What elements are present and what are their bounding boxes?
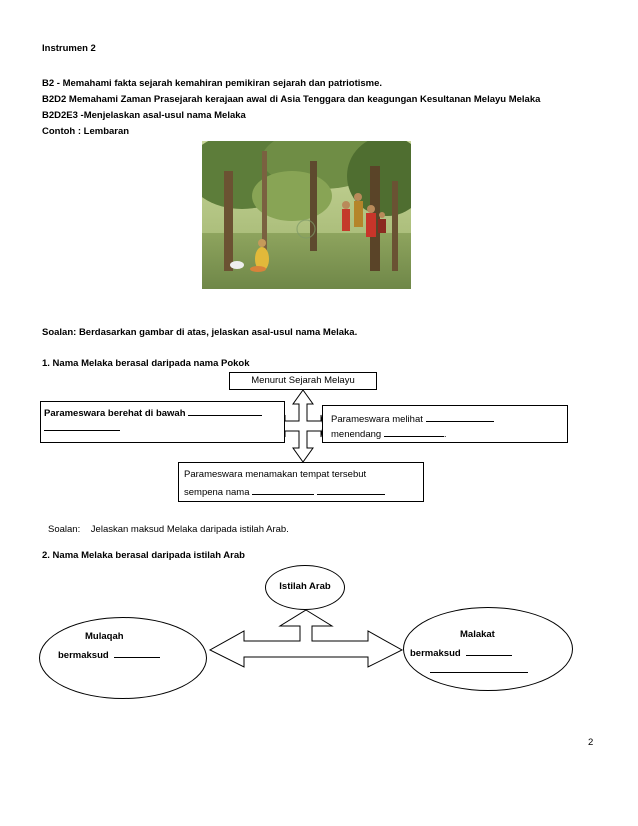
mulaqah-line: bermaksud bbox=[58, 648, 160, 662]
istilah-arab-label: Istilah Arab bbox=[279, 581, 331, 592]
contoh-label: Contoh : Lembaran bbox=[42, 126, 130, 137]
pokok-box bbox=[40, 401, 285, 443]
pokok-blank bbox=[188, 406, 262, 416]
pokok-blank-2 bbox=[44, 430, 120, 431]
soalan-2: Soalan: Jelaskan maksud Melaka daripada istilah Arab. bbox=[48, 524, 289, 535]
instrumen-label: Instrumen 2 bbox=[42, 43, 96, 54]
menamakan-line-1: Parameswara menamakan tempat tersebut bbox=[184, 469, 367, 480]
malakat-blank bbox=[466, 646, 512, 656]
mulaqah-title: Mulaqah bbox=[85, 631, 124, 642]
forest-scene-image bbox=[202, 141, 411, 289]
menurut-sejarah-melayu-label: Menurut Sejarah Melayu bbox=[251, 375, 355, 386]
melihat-blank bbox=[426, 412, 494, 422]
nama-blank-1 bbox=[252, 485, 314, 495]
malakat-line: bermaksud bbox=[410, 646, 512, 660]
malakat-title: Malakat bbox=[460, 629, 495, 640]
standard-b2d2e3: B2D2E3 -Menjelaskan asal-usul nama Melaka bbox=[42, 110, 246, 121]
mulaqah-ellipse bbox=[39, 617, 207, 699]
melihat-box bbox=[322, 405, 568, 443]
menamakan-line-2: sempena nama bbox=[184, 485, 385, 499]
standard-b2: B2 - Memahami fakta sejarah kemahiran pemikiran sejarah dan patriotisme. bbox=[42, 78, 383, 89]
istilah-arab-ellipse bbox=[265, 565, 345, 610]
soalan-1: Soalan: Berdasarkan gambar di atas, jelaskan asal-usul nama Melaka. bbox=[42, 327, 358, 338]
malakat-blank-2 bbox=[430, 672, 528, 673]
menamakan-box bbox=[178, 462, 424, 502]
section-1-title: 1. Nama Melaka berasal daripada nama Pokok bbox=[42, 358, 250, 369]
mulaqah-blank bbox=[114, 648, 160, 658]
page-number: 2 bbox=[588, 737, 594, 748]
section-2-title: 2. Nama Melaka berasal daripada istilah Arab bbox=[42, 550, 245, 561]
melihat-line-2: menendang . bbox=[331, 429, 447, 440]
melihat-line-1: Parameswara melihat bbox=[331, 412, 494, 426]
pokok-line-1: Parameswara berehat di bawah bbox=[44, 406, 262, 420]
four-way-arrow-icon bbox=[282, 388, 324, 464]
malakat-ellipse bbox=[403, 607, 573, 691]
nama-blank-2 bbox=[317, 485, 385, 495]
three-way-arrow-icon bbox=[208, 608, 404, 668]
menendang-blank bbox=[384, 427, 444, 437]
standard-b2d2: B2D2 Memahami Zaman Prasejarah kerajaan awal di Asia Tenggara dan keagungan Kesultanan Melayu Melaka bbox=[42, 94, 541, 105]
